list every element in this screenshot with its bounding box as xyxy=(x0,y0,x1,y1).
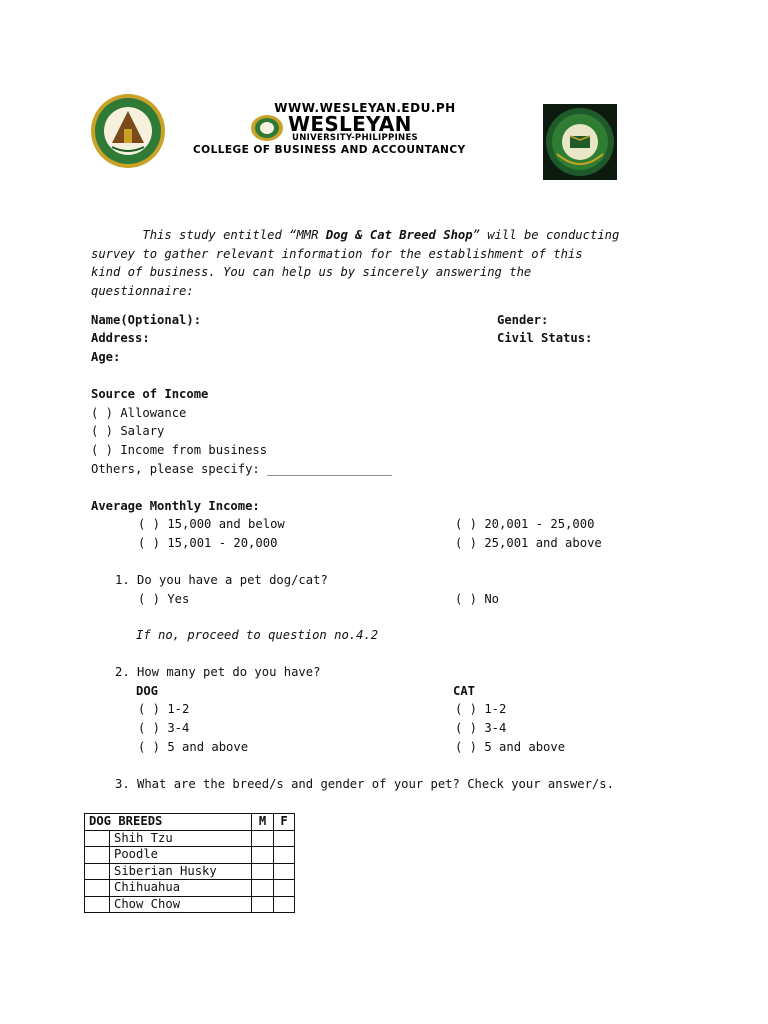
breed-check-cell[interactable] xyxy=(85,896,110,913)
female-check-cell[interactable] xyxy=(274,896,295,913)
intro-line1-pre: This study entitled “ xyxy=(142,228,297,242)
table-row xyxy=(85,830,295,847)
header-university-name: WESLEYAN xyxy=(288,112,412,136)
income-source-title: Source of Income xyxy=(91,387,209,401)
income-option-salary[interactable]: ( ) Salary xyxy=(91,424,165,438)
dog-breeds-header: DOG BREEDS xyxy=(85,814,252,831)
cat-count-option[interactable]: ( ) 1-2 xyxy=(455,702,507,716)
income-option-allowance[interactable]: ( ) Allowance xyxy=(91,406,187,420)
age-field-label: Age: xyxy=(91,350,121,364)
question-2: 2. How many pet do you have? xyxy=(115,665,321,679)
wesleyan-mini-seal-logo xyxy=(249,114,285,142)
table-row xyxy=(85,880,295,897)
address-field-label: Address: xyxy=(91,331,150,345)
intro-line4: questionnaire: xyxy=(91,283,194,298)
q1-yes-option[interactable]: ( ) Yes xyxy=(138,592,190,606)
name-field-label: Name(Optional): xyxy=(91,313,202,327)
male-column-header: M xyxy=(252,814,274,831)
cat-count-option[interactable]: ( ) 3-4 xyxy=(455,721,507,735)
monthly-income-option[interactable]: ( ) 15,001 - 20,000 xyxy=(138,536,278,550)
breed-name: Poodle xyxy=(110,847,252,864)
university-seal-logo xyxy=(90,93,166,169)
q1-no-option[interactable]: ( ) No xyxy=(455,592,500,606)
dog-column-label: DOG xyxy=(136,684,159,698)
breed-check-cell[interactable] xyxy=(85,863,110,880)
monthly-income-option[interactable]: ( ) 15,000 and below xyxy=(138,517,285,531)
question-1: 1. Do you have a pet dog/cat? xyxy=(115,573,328,587)
table-row xyxy=(85,896,295,913)
dog-count-option[interactable]: ( ) 5 and above xyxy=(138,740,249,754)
college-seal-logo xyxy=(543,104,617,180)
intro-mmr: MMR xyxy=(296,228,326,242)
header-url: WWW.WESLEYAN.EDU.PH xyxy=(274,101,456,115)
breed-name: Shih Tzu xyxy=(110,830,252,847)
intro-paragraph xyxy=(91,226,691,300)
monthly-income-option[interactable]: ( ) 20,001 - 25,000 xyxy=(455,517,595,531)
income-others-field[interactable]: Others, please specify: _________________ xyxy=(91,462,392,476)
q1-note: If no, proceed to question no.4.2 xyxy=(136,628,379,642)
male-check-cell[interactable] xyxy=(252,880,274,897)
breed-name: Chihuahua xyxy=(110,880,252,897)
breed-name: Chow Chow xyxy=(110,896,252,913)
dog-count-option[interactable]: ( ) 3-4 xyxy=(138,721,190,735)
monthly-income-option[interactable]: ( ) 25,001 and above xyxy=(455,536,602,550)
female-check-cell[interactable] xyxy=(274,863,295,880)
breed-check-cell[interactable] xyxy=(85,847,110,864)
dog-breeds-table xyxy=(84,813,295,913)
header-college: COLLEGE OF BUSINESS AND ACCOUNTANCY xyxy=(193,144,466,156)
table-row xyxy=(85,847,295,864)
income-option-business[interactable]: ( ) Income from business xyxy=(91,443,268,457)
monthly-income-title: Average Monthly Income: xyxy=(91,499,260,513)
cat-column-label: CAT xyxy=(453,684,476,698)
civil-status-field-label: Civil Status: xyxy=(497,331,593,345)
intro-line2: survey to gather relevant information for the establishment of this xyxy=(91,246,583,261)
male-check-cell[interactable] xyxy=(252,830,274,847)
male-check-cell[interactable] xyxy=(252,896,274,913)
table-row xyxy=(85,863,295,880)
dog-count-option[interactable]: ( ) 1-2 xyxy=(138,702,190,716)
gender-field-label: Gender: xyxy=(497,313,549,327)
cat-count-option[interactable]: ( ) 5 and above xyxy=(455,740,566,754)
intro-line3: kind of business. You can help us by sincerely answering the xyxy=(91,265,532,280)
female-check-cell[interactable] xyxy=(274,847,295,864)
female-check-cell[interactable] xyxy=(274,880,295,897)
male-check-cell[interactable] xyxy=(252,847,274,864)
male-check-cell[interactable] xyxy=(252,863,274,880)
breed-check-cell[interactable] xyxy=(85,880,110,897)
header-subtitle: UNIVERSITY-PHILIPPINES xyxy=(292,133,418,143)
breed-check-cell[interactable] xyxy=(85,830,110,847)
intro-line1-post: ” will be conducting xyxy=(472,228,620,242)
question-3: 3. What are the breed/s and gender of your pet? Check your answer/s. xyxy=(115,777,614,791)
intro-shop-name: Dog & Cat Breed Shop xyxy=(325,228,473,242)
female-check-cell[interactable] xyxy=(274,830,295,847)
table-header-row xyxy=(85,814,295,831)
breed-name: Siberian Husky xyxy=(110,863,252,880)
female-column-header: F xyxy=(274,814,295,831)
